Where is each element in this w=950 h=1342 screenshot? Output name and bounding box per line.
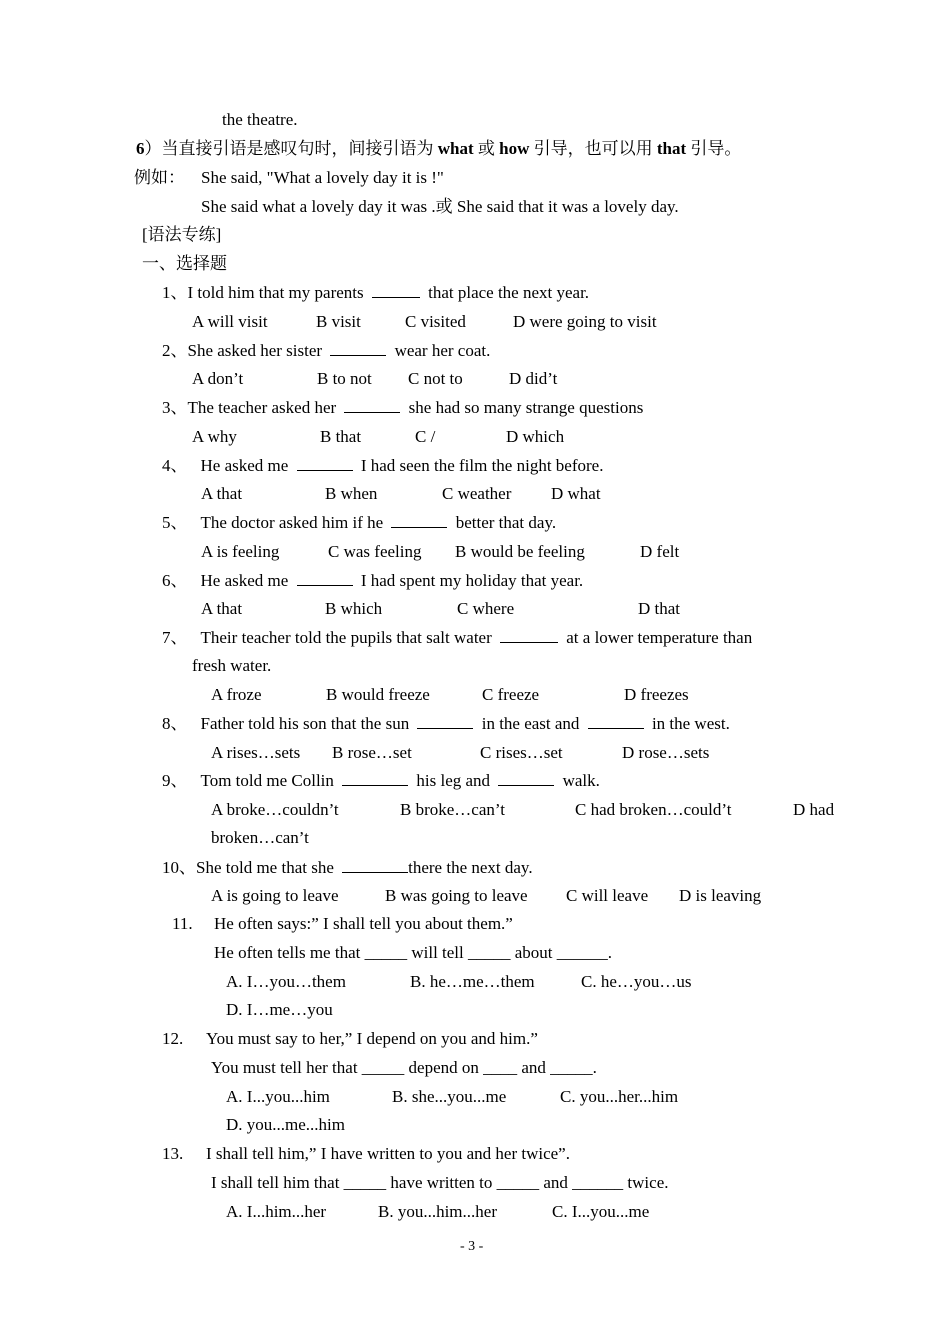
option-c: C. he…you…us <box>581 972 692 991</box>
rule-6-keyword-how: how <box>499 139 530 158</box>
question-13-number: 13. <box>162 1144 184 1163</box>
question-8 <box>162 713 730 735</box>
question-7-continuation: fresh water. <box>192 656 272 675</box>
answer-blank <box>297 570 353 586</box>
option-b: B rose…set <box>332 743 412 762</box>
question-stem: He asked me <box>200 456 289 475</box>
option-a: A that <box>201 484 243 503</box>
option-b: B to not <box>317 369 372 388</box>
answer-blank <box>417 713 473 729</box>
option-b: B which <box>325 599 383 618</box>
option-d: D were going to visit <box>513 312 657 331</box>
example-label: 例如： <box>134 168 185 187</box>
option-d: D did’t <box>509 369 558 388</box>
option-a: A rises…sets <box>211 743 301 762</box>
option-c: C. I...you...me <box>552 1202 650 1221</box>
option-d: D what <box>551 484 601 503</box>
question-stem-end: she had so many strange questions <box>408 398 644 417</box>
question-13-line: I shall tell him that _____ have written to _____ and ______ twice. <box>211 1173 669 1192</box>
question-11-line: He often tells me that _____ will tell _____ about ______. <box>214 943 613 962</box>
question-stem-middle: in the east and <box>481 714 580 733</box>
question-11-number: 11. <box>172 914 193 933</box>
option-a: A broke…couldn’t <box>211 800 339 819</box>
option-a: A is going to leave <box>211 886 339 905</box>
option-d-continuation: broken…can’t <box>211 828 309 847</box>
question-12-stem: You must say to her,” I depend on you and him.” <box>206 1029 538 1048</box>
question-stem: He asked me <box>200 571 289 590</box>
rule-6-text-3: 引导，也可以用 <box>529 139 657 158</box>
example-sentence-2: She said what a lovely day it was .或 She said that it was a lovely day. <box>201 197 679 216</box>
option-c: B would be feeling <box>455 542 585 561</box>
option-b: B that <box>320 427 362 446</box>
question-number: 10、 <box>162 858 196 877</box>
answer-blank <box>588 713 644 729</box>
option-a: A froze <box>211 685 262 704</box>
question-3 <box>162 397 643 419</box>
question-number: 8、 <box>162 714 188 733</box>
option-d: D rose…sets <box>622 743 710 762</box>
answer-blank <box>297 455 353 471</box>
answer-blank <box>342 770 408 786</box>
question-stem-end: I had seen the film the night before. <box>360 456 604 475</box>
page-number: - 3 - <box>460 1239 484 1254</box>
question-stem-end: walk. <box>562 771 600 790</box>
option-a: A that <box>201 599 243 618</box>
option-d: D which <box>506 427 565 446</box>
option-b: B visit <box>316 312 361 331</box>
question-12-line: You must tell her that _____ depend on ____ and _____. <box>211 1058 597 1077</box>
option-c: C had broken…could’t <box>575 800 732 819</box>
option-b: B would freeze <box>326 685 430 704</box>
question-number: 9、 <box>162 771 188 790</box>
question-stem-end: I had spent my holiday that year. <box>360 571 584 590</box>
question-number: 7、 <box>162 628 188 647</box>
question-2 <box>162 340 490 362</box>
option-a: A. I...you...him <box>226 1087 330 1106</box>
option-d: D freezes <box>624 685 689 704</box>
option-b: B was going to leave <box>385 886 528 905</box>
question-stem-end: wear her coat. <box>394 341 491 360</box>
example-sentence-1: She said, "What a lovely day it is !" <box>201 168 444 187</box>
answer-blank <box>391 512 447 528</box>
answer-blank <box>498 770 554 786</box>
question-number: 1、 <box>162 283 188 302</box>
answer-blank <box>372 282 420 298</box>
question-6 <box>162 570 583 592</box>
option-a: A. I…you…them <box>226 972 346 991</box>
question-stem-end: there the next day. <box>408 858 533 877</box>
question-stem-end: better that day. <box>455 513 557 532</box>
option-b: B. she...you...me <box>392 1087 507 1106</box>
part-title: 一、选择题 <box>142 254 227 273</box>
question-number: 4、 <box>162 456 188 475</box>
rule-6-keyword-what: what <box>437 139 474 158</box>
rule-6-text-1: ）当直接引语是感叹句时，间接引语为 <box>144 139 438 158</box>
option-b: C was feeling <box>328 542 422 561</box>
question-stem-end: that place the next year. <box>428 283 590 302</box>
option-c: C rises…set <box>480 743 563 762</box>
option-a: A is feeling <box>201 542 280 561</box>
option-d: D. I…me…you <box>226 1000 333 1019</box>
question-stem: She told me that she <box>196 858 334 877</box>
rule-6 <box>136 138 741 160</box>
option-c: C freeze <box>482 685 540 704</box>
option-a: A why <box>192 427 237 446</box>
option-c: C not to <box>408 369 463 388</box>
option-b: B. he…me…them <box>410 972 535 991</box>
question-11-stem: He often says:” I shall tell you about them.” <box>214 914 513 933</box>
rule-6-keyword-that: that <box>656 139 687 158</box>
answer-blank <box>330 340 386 356</box>
question-number: 3、 <box>162 398 188 417</box>
option-c: C visited <box>405 312 466 331</box>
question-13-stem: I shall tell him,” I have written to you and her twice”. <box>206 1144 570 1163</box>
question-number: 6、 <box>162 571 188 590</box>
option-d: D that <box>638 599 681 618</box>
option-c: C where <box>457 599 515 618</box>
option-d: D felt <box>640 542 680 561</box>
answer-blank <box>500 627 558 643</box>
rule-6-text-4: 引导。 <box>686 139 742 158</box>
question-stem: Tom told me Collin <box>200 771 334 790</box>
question-12-number: 12. <box>162 1029 184 1048</box>
question-7 <box>162 627 752 649</box>
option-a: A will visit <box>192 312 268 331</box>
question-4 <box>162 455 603 477</box>
option-a: A don’t <box>192 369 244 388</box>
option-d: D had <box>793 800 835 819</box>
option-c: C will leave <box>566 886 649 905</box>
question-stem-end: at a lower temperature than <box>566 628 753 647</box>
option-a: A. I...him...her <box>226 1202 327 1221</box>
question-number: 5、 <box>162 513 188 532</box>
question-1 <box>162 282 589 304</box>
question-10 <box>162 857 533 879</box>
continuation-text: the theatre. <box>222 110 298 129</box>
question-stem: The teacher asked her <box>187 398 337 417</box>
option-c: C. you...her...him <box>560 1087 679 1106</box>
section-title: [语法专练] <box>142 225 222 244</box>
option-b: B when <box>325 484 378 503</box>
question-stem-end: in the west. <box>651 714 730 733</box>
answer-blank <box>342 857 408 873</box>
option-d: D is leaving <box>679 886 762 905</box>
option-d: D. you...me...him <box>226 1115 345 1134</box>
option-c: C / <box>415 427 436 446</box>
question-stem: Their teacher told the pupils that salt water <box>200 628 492 647</box>
option-b: B broke…can’t <box>400 800 505 819</box>
question-stem: Father told his son that the sun <box>200 714 410 733</box>
question-9 <box>162 770 600 792</box>
question-stem: The doctor asked him if he <box>200 513 384 532</box>
question-stem: She asked her sister <box>187 341 323 360</box>
option-c: C weather <box>442 484 512 503</box>
option-b: B. you...him...her <box>378 1202 497 1221</box>
question-5 <box>162 512 556 534</box>
answer-blank <box>344 397 400 413</box>
question-number: 2、 <box>162 341 188 360</box>
question-stem-middle: his leg and <box>416 771 491 790</box>
rule-6-text-2: 或 <box>473 139 500 158</box>
question-stem: I told him that my parents <box>187 283 364 302</box>
rule-6-number: 6 <box>136 139 145 158</box>
